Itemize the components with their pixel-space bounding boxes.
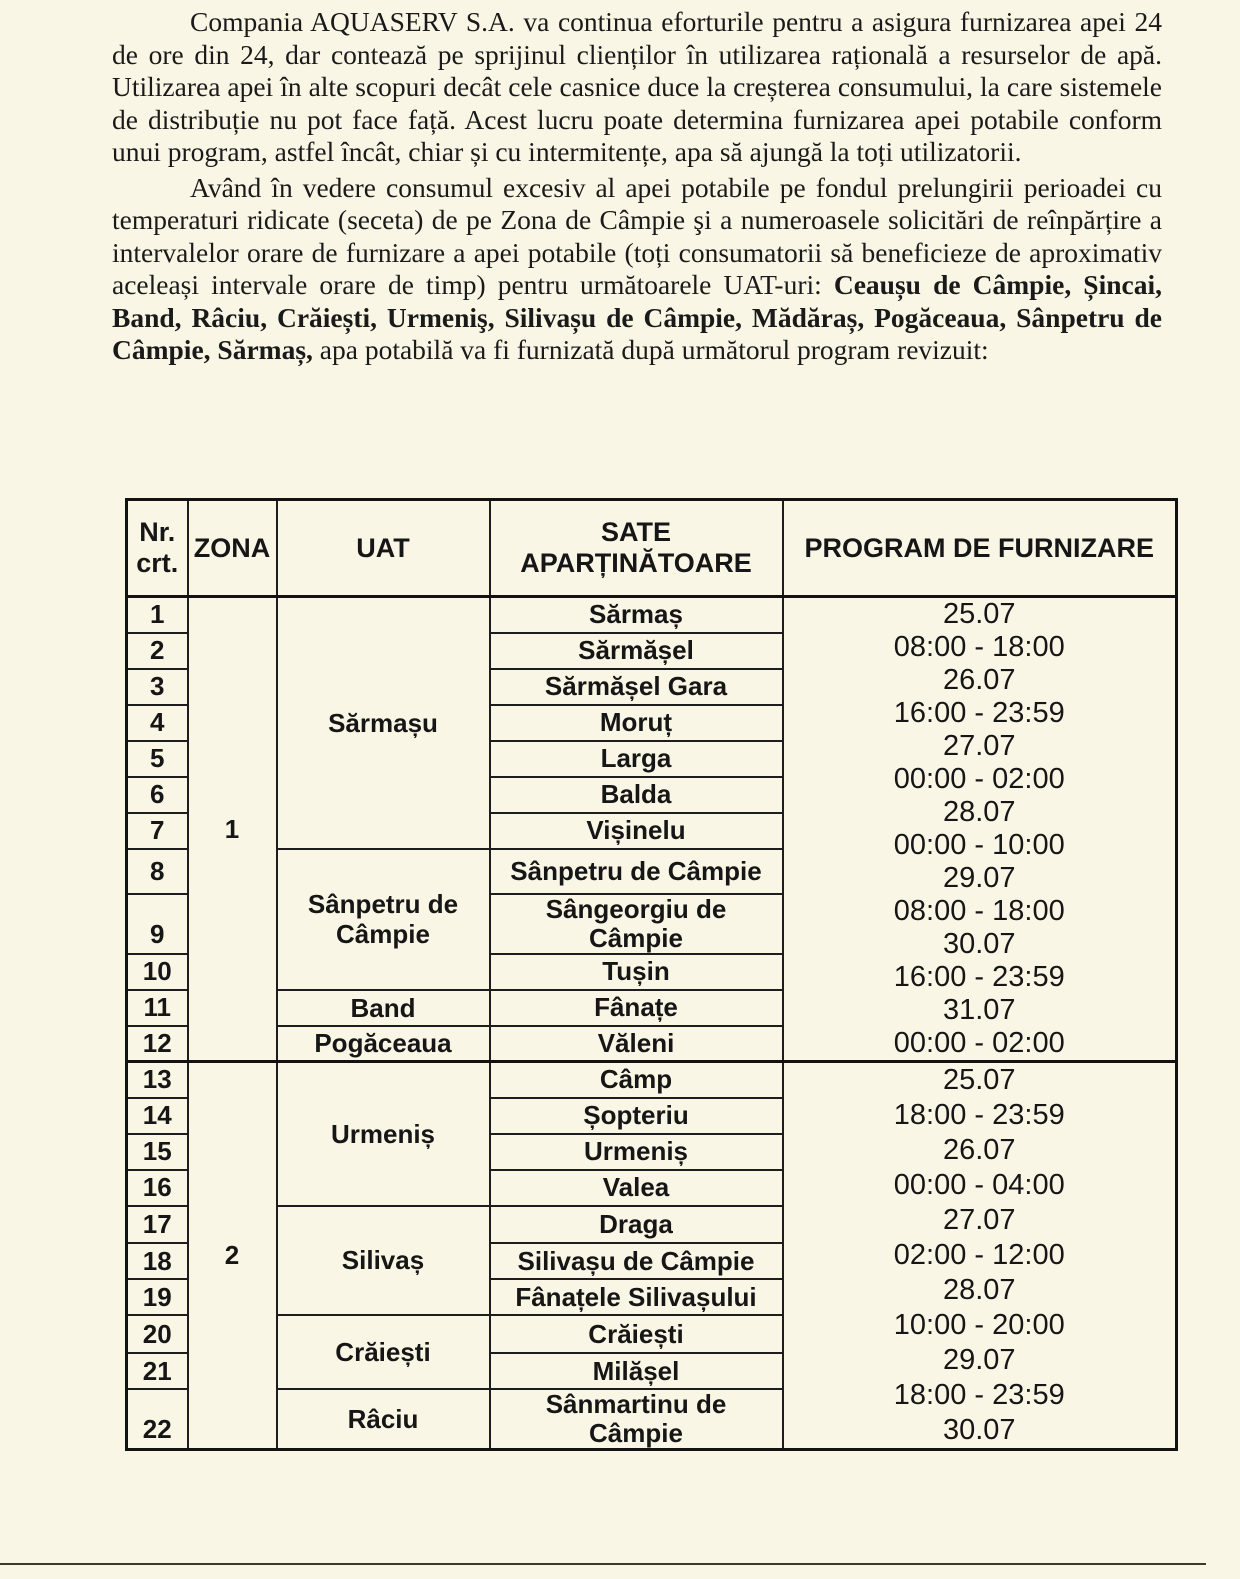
row-number-cell: 21: [127, 1353, 188, 1389]
row-number-cell: 13: [127, 1062, 188, 1098]
program-cell-line: 00:00 - 04:00: [893, 1169, 1065, 1201]
uat-cell: [277, 1389, 490, 1450]
table-header-row: [127, 500, 1177, 597]
header-uat: UAT: [277, 500, 490, 597]
program-cell-line: 18:00 - 23:59: [893, 1379, 1065, 1411]
program-cell-line: 27.07: [942, 1204, 1016, 1236]
row-number-cell: 22: [127, 1389, 188, 1450]
row-number-cell: 5: [127, 741, 188, 777]
header-program-de-furnizare: PROGRAM DE FURNIZARE: [783, 500, 1177, 597]
program-cell-line: 27.07: [942, 730, 1016, 762]
village-cell-line: Crăiești: [588, 1318, 684, 1349]
village-cell-line: Draga: [599, 1208, 673, 1239]
body-text: [112, 6, 1162, 370]
village-cell: [490, 1134, 783, 1170]
header-nr-crt-line: crt.: [136, 548, 179, 578]
row-number-cell: 11: [127, 990, 188, 1026]
page-bottom-scan-line: [0, 1563, 1206, 1565]
table-row: [127, 597, 1177, 633]
paragraph-2-text-start: Având în vedere consumul excesiv al apei potabile pe fondul prelungirii perioadei cu temperaturi ridicate (seceta) de pe Zona de Câmpie şi a numeroasele solicitări de reînpărțire a intervalelor orare de furnizare a apei potabile (toți consumatorii să beneficieze de aproximativ aceleași intervale orare de timp) pentru următoarele UAT-uri:: [112, 171, 1162, 300]
water-supply-schedule-table: [125, 498, 1178, 1451]
village-cell-line: Fânațele Silivașului: [515, 1281, 757, 1312]
village-cell-line: Valea: [602, 1172, 670, 1202]
row-number-cell: 12: [127, 1026, 188, 1062]
program-cell-line: 29.07: [942, 862, 1016, 894]
village-cell-line: Câmpie: [589, 922, 683, 953]
program-cell-line: 25.07: [942, 1064, 1016, 1096]
village-cell: [490, 669, 783, 705]
village-cell-line: Sângeorgiu de: [545, 893, 727, 924]
village-cell-line: Urmeniș: [583, 1136, 689, 1166]
uat-cell-line: Crăiești: [335, 1337, 431, 1368]
row-number-cell: 8: [127, 849, 188, 894]
row-number-cell: 17: [127, 1206, 188, 1244]
row-number-cell: 15: [127, 1134, 188, 1170]
village-cell: [490, 849, 783, 894]
uat-cell-line: Râciu: [347, 1404, 419, 1434]
header-sate-apartinatoare-line: SATE: [600, 517, 671, 547]
village-cell: [490, 705, 783, 741]
program-cell-line: 31.07: [942, 994, 1016, 1026]
village-cell-line: Moruț: [599, 707, 673, 737]
uat-cell: [277, 1026, 490, 1062]
village-cell-line: Sărmășel: [578, 635, 694, 665]
row-number-cell: 14: [127, 1098, 188, 1134]
header-nr-crt: [127, 500, 188, 597]
program-cell-line: 08:00 - 18:00: [893, 631, 1065, 663]
village-cell: [490, 777, 783, 813]
village-cell-line: Văleni: [597, 1027, 675, 1058]
uat-cell-line: Sărmașu: [328, 707, 438, 738]
program-cell-line: 26.07: [942, 1134, 1016, 1166]
village-cell: [490, 1062, 783, 1098]
village-cell: [490, 954, 783, 990]
zone-cell: 1: [188, 597, 277, 1062]
uat-cell: [277, 1206, 490, 1316]
village-cell: [490, 1279, 783, 1315]
program-cell-line: 26.07: [942, 664, 1016, 696]
program-cell-line: 28.07: [942, 1274, 1016, 1306]
village-cell-line: Sânmartinu de: [545, 1389, 727, 1419]
program-cell-line: 16:00 - 23:59: [893, 961, 1065, 993]
uat-cell: [277, 1062, 490, 1206]
uat-cell-line: Silivaș: [341, 1245, 425, 1276]
village-cell-line: Vișinelu: [586, 815, 686, 845]
program-cell-line: 00:00 - 10:00: [893, 829, 1065, 861]
village-cell: [490, 1098, 783, 1134]
village-cell: [490, 597, 783, 633]
row-number-cell: 4: [127, 705, 188, 741]
village-cell-line: Sărmășel Gara: [544, 671, 728, 701]
zone-cell: 2: [188, 1062, 277, 1450]
program-cell-line: 30.07: [942, 1414, 1016, 1446]
program-cell-line: 18:00 - 23:59: [893, 1099, 1065, 1131]
village-cell: [490, 1315, 783, 1353]
village-cell-line: Milășel: [592, 1355, 680, 1386]
program-cell-line: 30.07: [942, 928, 1016, 960]
village-cell-line: Șopteriu: [583, 1100, 689, 1130]
village-cell: [490, 1170, 783, 1206]
program-cell-line: 00:00 - 02:00: [893, 763, 1065, 795]
uat-cell-line: Urmeniș: [330, 1118, 436, 1149]
program-cell-line: 02:00 - 12:00: [893, 1239, 1065, 1271]
village-cell-line: Câmp: [599, 1064, 673, 1095]
village-cell-line: Sânpetru de Câmpie: [510, 855, 762, 886]
paragraph-2-uat-list-bold: Ceaușu de Câmpie, Șincai, Band, Râciu, Crăiești, Urmeniş, Silivașu de Câmpie, Mădăraș, Pogăceaua, Sânpetru de Câmpie, Sărmaș,: [112, 269, 1162, 365]
table-row: [127, 1062, 1177, 1098]
village-cell: [490, 1206, 783, 1244]
village-cell: [490, 741, 783, 777]
uat-cell-line: Sânpetru de: [307, 889, 459, 919]
program-cell-line: 25.07: [942, 598, 1016, 630]
uat-cell: [277, 990, 490, 1026]
paragraph-2-text-end: apa potabilă va fi furnizată după următorul program revizuit:: [312, 334, 989, 365]
village-cell-line: Silivașu de Câmpie: [517, 1245, 755, 1276]
uat-cell: [277, 1315, 490, 1389]
program-cell-line: 16:00 - 23:59: [893, 697, 1065, 729]
program-cell-line: 10:00 - 20:00: [893, 1309, 1065, 1341]
village-cell-line: Sărmaș: [589, 599, 683, 630]
row-number-cell: 7: [127, 813, 188, 849]
row-number-cell: 10: [127, 954, 188, 990]
village-cell-line: Fânațe: [594, 992, 678, 1022]
header-zona: ZONA: [188, 500, 277, 597]
village-cell: [490, 633, 783, 669]
uat-cell-line: Câmpie: [336, 919, 430, 949]
program-cell: [783, 597, 1177, 1062]
village-cell-line: Câmpie: [589, 1418, 683, 1448]
village-cell: [490, 894, 783, 954]
village-cell: [490, 813, 783, 849]
uat-cell-line: Pogăceaua: [314, 1028, 452, 1059]
program-cell-line: 00:00 - 02:00: [893, 1027, 1065, 1059]
row-number-cell: 20: [127, 1315, 188, 1353]
header-sate-apartinatoare-line: APARȚINĂTOARE: [520, 548, 752, 578]
program-cell-line: 08:00 - 18:00: [893, 895, 1065, 927]
row-number-cell: 16: [127, 1170, 188, 1206]
village-cell: [490, 1243, 783, 1279]
village-cell: [490, 1389, 783, 1450]
uat-cell: [277, 849, 490, 990]
village-cell-line: Tușin: [602, 956, 670, 986]
village-cell: [490, 1026, 783, 1062]
row-number-cell: 3: [127, 669, 188, 705]
uat-cell-line: Band: [350, 992, 416, 1023]
header-nr-crt-line: Nr.: [139, 517, 176, 547]
uat-cell: [277, 597, 490, 849]
paragraph-2: [112, 172, 1162, 367]
row-number-cell: 2: [127, 633, 188, 669]
village-cell-line: Larga: [600, 743, 672, 773]
row-number-cell: 9: [127, 894, 188, 954]
program-cell-line: 28.07: [942, 796, 1016, 828]
header-sate-apartinatoare: [490, 500, 783, 597]
village-cell-line: Balda: [600, 779, 672, 809]
program-cell: [783, 1062, 1177, 1450]
village-cell: [490, 1353, 783, 1389]
row-number-cell: 18: [127, 1243, 188, 1279]
row-number-cell: 19: [127, 1279, 188, 1315]
row-number-cell: 1: [127, 597, 188, 633]
paragraph-1: Compania AQUASERV S.A. va continua eforturile pentru a asigura furnizarea apei 24 de ore din 24, dar contează pe sprijinul clienților în utilizarea rațională a resurselor de apă. Utilizarea apei în alte scopuri decât cele casnice duce la creșterea consumului, la care sistemele de distribuție nu pot face față. Acest lucru poate determina furnizarea apei potabile conform unui program, astfel încât, chiar și cu intermitențe, apa să ajungă la toți utilizatorii.: [112, 6, 1162, 167]
row-number-cell: 6: [127, 777, 188, 813]
program-cell-line: 29.07: [942, 1344, 1016, 1376]
village-cell: [490, 990, 783, 1026]
